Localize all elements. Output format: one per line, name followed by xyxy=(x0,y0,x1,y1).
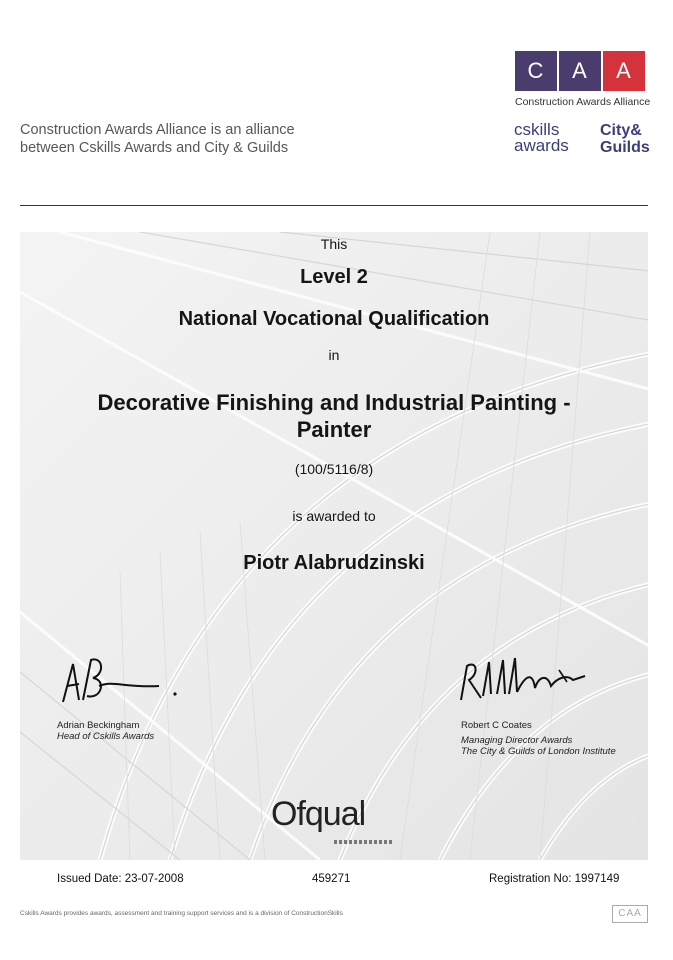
caa-tagline: Construction Awards Alliance xyxy=(515,96,651,108)
intro-this: This xyxy=(320,236,348,252)
cskills-logo-line-1: cskills xyxy=(514,120,560,139)
caa-logo xyxy=(515,51,650,108)
cityguilds-logo-line-1: City& xyxy=(600,122,642,139)
signatory-2-name: Robert C Coates xyxy=(461,720,532,731)
qualification-code: (100/5116/8) xyxy=(294,461,374,477)
signatory-2-role-line-1: Managing Director Awards xyxy=(461,735,573,746)
alliance-line-2: between Cskills Awards and City & Guilds xyxy=(20,140,289,156)
caa-letter-a1: A xyxy=(559,51,601,91)
header-divider xyxy=(20,205,648,206)
recipient-name: Piotr Alabrudzinski xyxy=(243,552,425,574)
qualification-level: Level 2 xyxy=(300,266,368,288)
ofqual-logo: Ofqual xyxy=(271,795,366,833)
qualification-title: National Vocational Qualification xyxy=(178,308,490,330)
ofqual-logo-dots xyxy=(334,840,394,844)
certificate-number: 459271 xyxy=(312,873,351,885)
caa-letter-c: C xyxy=(515,51,557,91)
signatory-1-name: Adrian Beckingham xyxy=(57,720,140,731)
footer-fine-print: Cskills Awards provides awards, assessment and training support services and is a division of ConstructionSkills xyxy=(20,910,343,917)
cskills-logo-line-2: awards xyxy=(514,136,569,155)
connector-in: in xyxy=(328,347,340,363)
caa-stamp: CAA xyxy=(612,905,648,923)
signatory-2-role-line-2: The City & Guilds of London Institute xyxy=(461,746,616,757)
registration-number: Registration No: 1997149 xyxy=(489,873,620,885)
cskills-awards-logo xyxy=(514,122,569,154)
signatory-1 xyxy=(57,720,154,742)
signatory-2 xyxy=(461,720,616,757)
signatory-1-role: Head of Cskills Awards xyxy=(57,731,155,742)
signature-beckingham xyxy=(55,650,185,710)
awarded-to-text: is awarded to xyxy=(292,508,376,524)
caa-letter-a2: A xyxy=(603,51,645,91)
alliance-statement xyxy=(20,121,350,157)
alliance-line-1: Construction Awards Alliance is an alliance xyxy=(20,122,295,138)
subject-title-line-2: Painter xyxy=(296,417,372,442)
signature-coates xyxy=(455,652,595,708)
subject-title-line-1: Decorative Finishing and Industrial Painting - xyxy=(97,390,571,415)
issued-date: Issued Date: 23-07-2008 xyxy=(57,873,184,885)
city-and-guilds-logo xyxy=(600,122,650,156)
cityguilds-logo-line-2: Guilds xyxy=(600,139,650,156)
subject-title xyxy=(20,389,648,443)
